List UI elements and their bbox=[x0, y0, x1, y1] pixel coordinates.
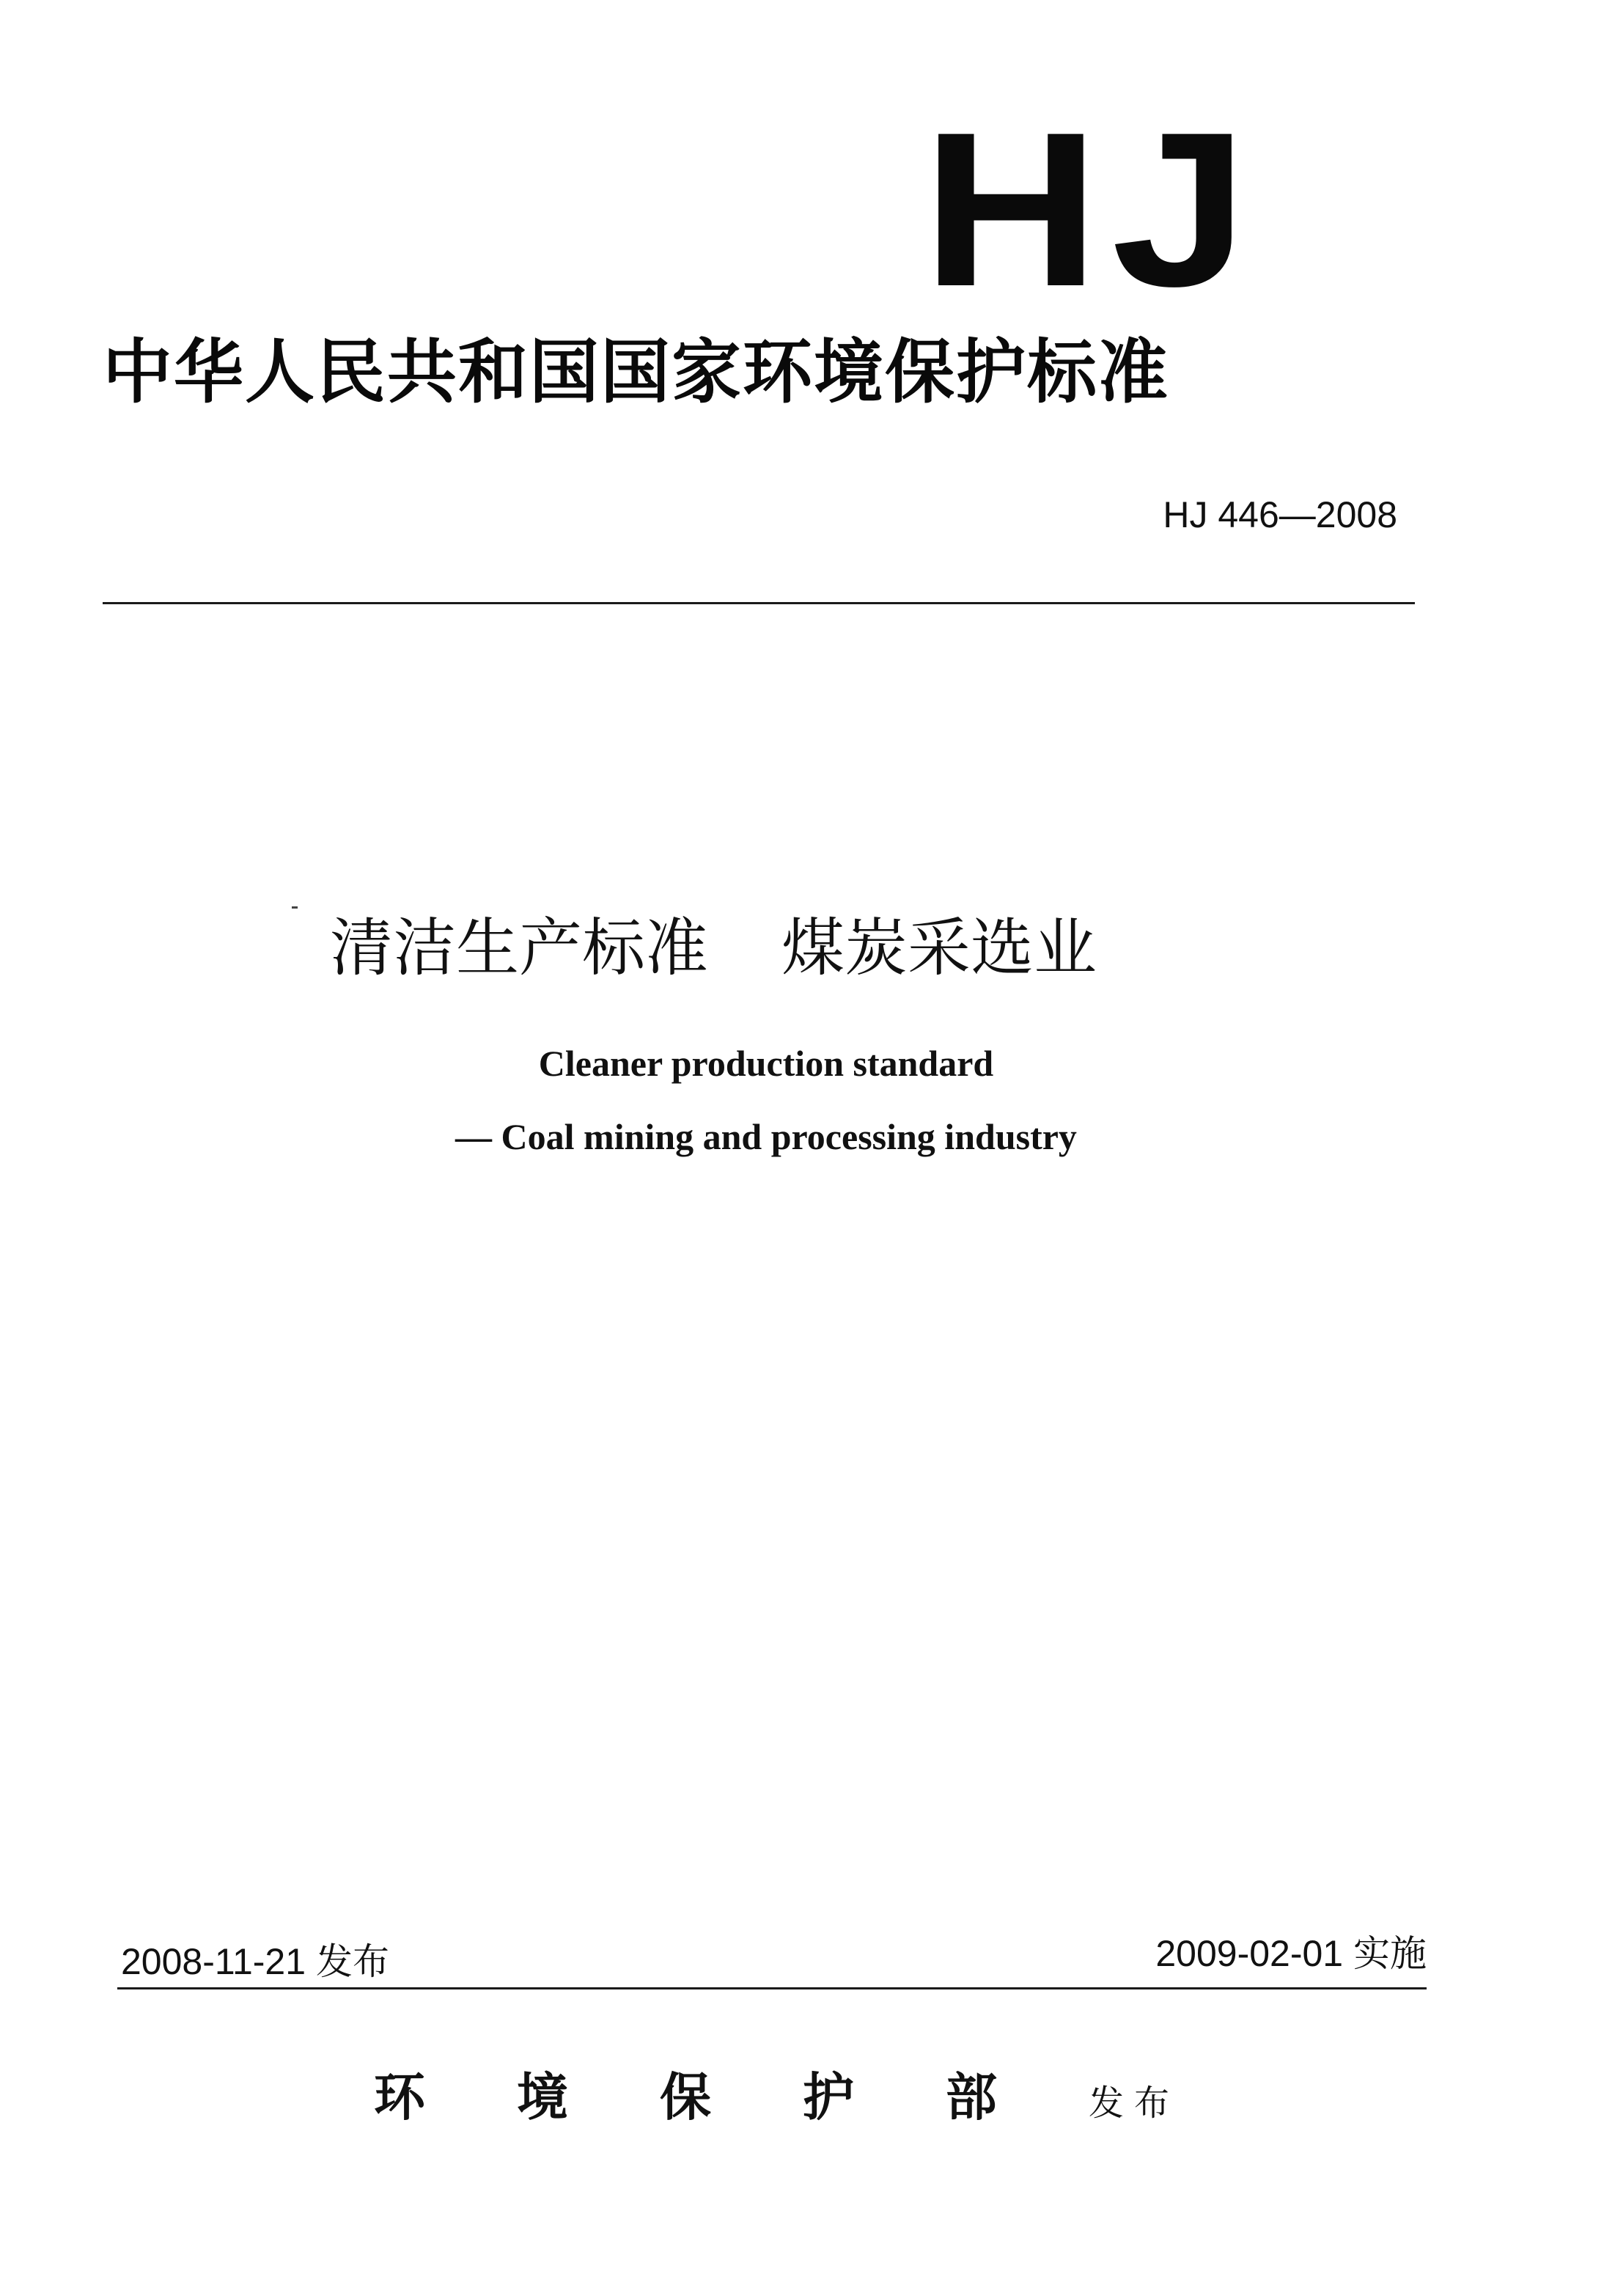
publisher-char: 护 bbox=[803, 2066, 854, 2127]
english-title-line-2: — Coal mining and processing industry bbox=[455, 1116, 1077, 1157]
publisher-suffix: 发布 bbox=[1089, 2083, 1180, 2124]
issue-date: 2008-11-21 发布 bbox=[121, 1941, 389, 1982]
implementation-date: 2009-02-01 实施 bbox=[1155, 1933, 1427, 1974]
publisher bbox=[374, 2064, 1180, 2136]
publisher-char: 境 bbox=[517, 2066, 568, 2127]
chinese-title-part-1: 清洁生产标准 bbox=[330, 912, 708, 985]
publisher-char: 环 bbox=[374, 2066, 425, 2127]
national-standard-title: 中华人民共和国国家环境保护标准 bbox=[103, 331, 1170, 413]
chinese-title bbox=[330, 908, 1097, 989]
footer-divider bbox=[117, 1987, 1427, 1989]
header-divider bbox=[103, 602, 1415, 604]
standard-number: HJ 446—2008 bbox=[1163, 494, 1397, 535]
english-title-line-1: Cleaner production standard bbox=[538, 1043, 994, 1084]
publisher-char: 部 bbox=[946, 2066, 997, 2127]
scan-speck bbox=[292, 906, 298, 909]
hj-logo: HJ bbox=[921, 86, 1259, 332]
publisher-char: 保 bbox=[660, 2066, 711, 2127]
chinese-title-part-2: 煤炭采选业 bbox=[781, 912, 1097, 985]
